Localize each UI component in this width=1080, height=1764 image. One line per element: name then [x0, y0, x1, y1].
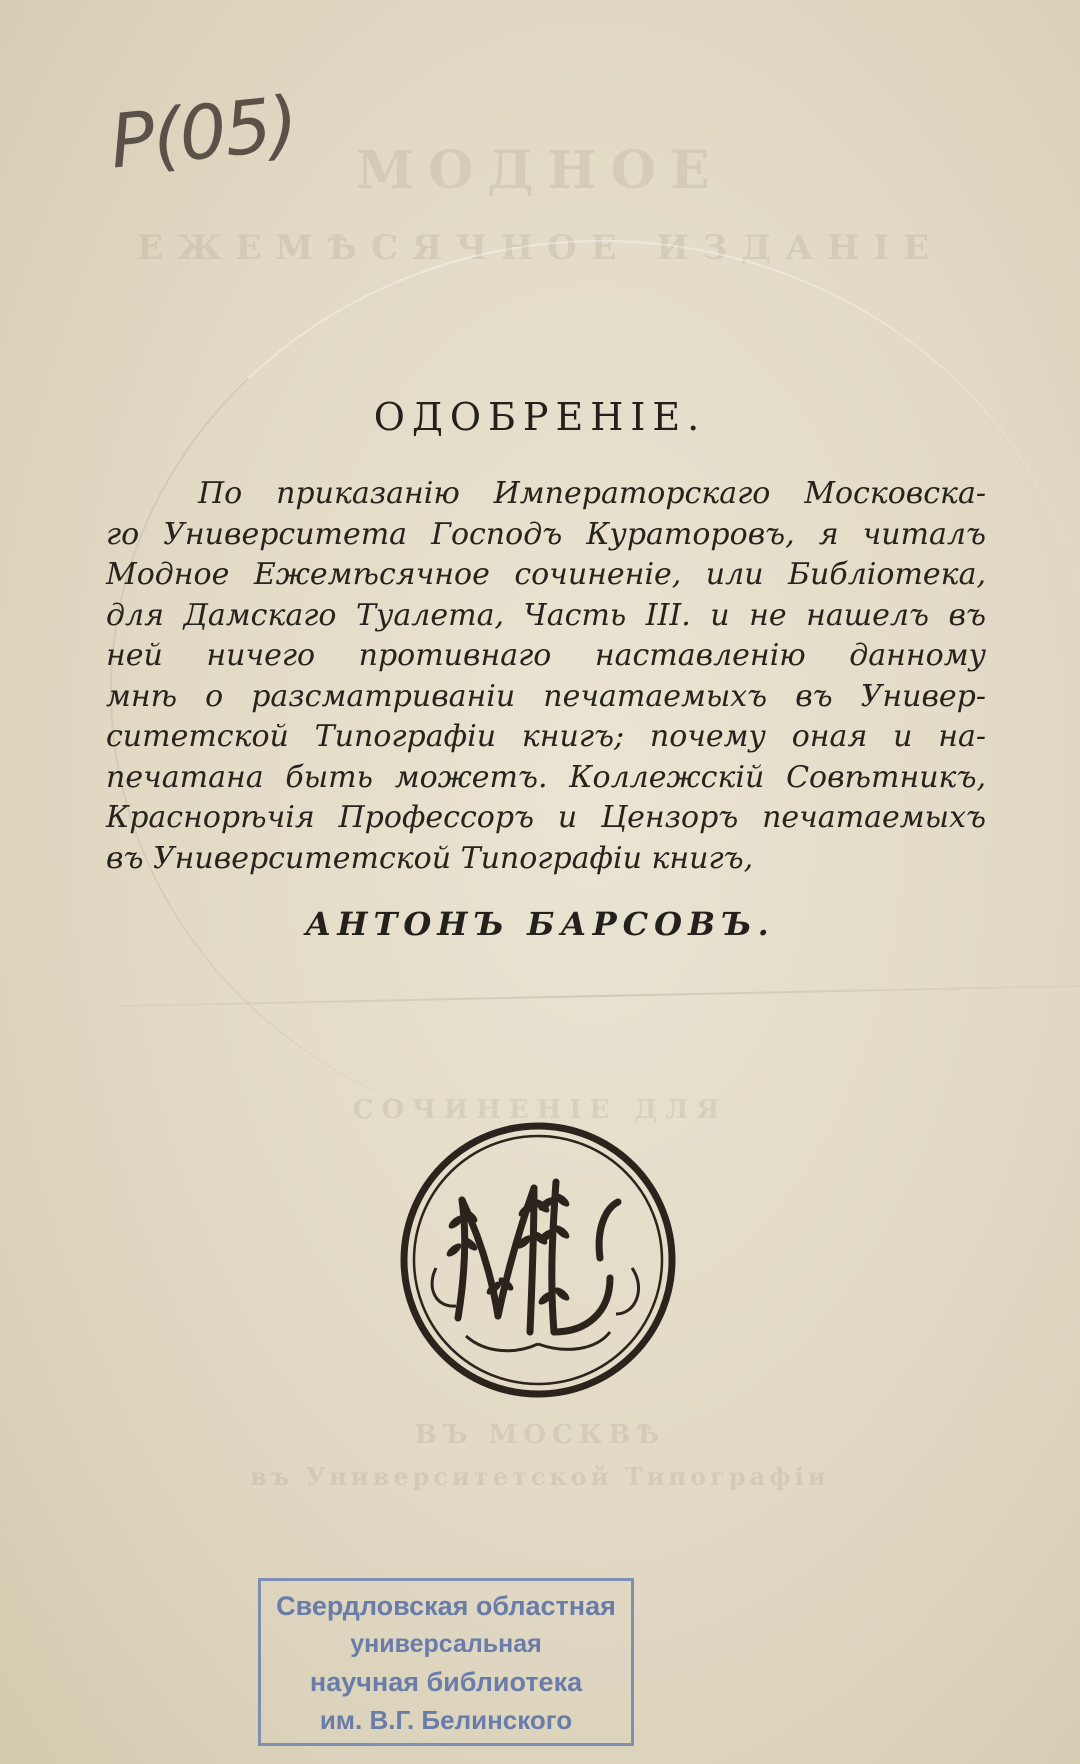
text-line: Модное Ежемѣсячное сочиненіе, или Библіотека, — [106, 557, 986, 592]
bleed-through-imprint: ВЪ МОСКВѢ — [414, 1420, 666, 1450]
stamp-line: Свердловская областная — [276, 1591, 616, 1621]
text-line: ней ничего противнаго наставленію данному — [106, 638, 986, 673]
text-line: По приказанію Императорскаго Московска- — [198, 476, 986, 511]
text-line: Краснорѣчія Профессоръ и Цензоръ печатаемыхъ — [106, 800, 986, 835]
bleed-through-title: МОДНОЕ — [356, 140, 724, 201]
stamp-line: универсальная — [350, 1630, 542, 1658]
text-line: ситетской Типографіи книгъ; почему оная и на- — [106, 719, 986, 754]
monogram-vignette-icon — [396, 1118, 680, 1402]
bleed-through-imprint-2: въ Университетской Типографіи — [250, 1462, 830, 1491]
page-heading: ОДОБРЕНІЕ. — [373, 395, 707, 439]
handwritten-shelfmark: P(05) — [106, 80, 301, 186]
stamp-line: научная библиотека — [309, 1667, 583, 1697]
approval-text — [106, 474, 986, 879]
bleed-through-subtitle: ЕЖЕМѢСЯЧНОЕ ИЗДАНІЕ — [136, 228, 944, 268]
text-line: для Дамскаго Туалета, Часть III. и не нашелъ въ — [106, 597, 986, 633]
library-stamp — [258, 1578, 634, 1746]
censor-signature: АНТОНЪ БАРСОВЪ. — [305, 905, 775, 943]
bleed-through-small: СОЧИНЕНІЕ ДЛЯ — [352, 1095, 728, 1125]
text-line: въ Университетской Типографіи книгъ, — [106, 840, 754, 876]
text-line: го Университета Господъ Кураторовъ, я читалъ — [106, 516, 986, 552]
text-line: печатана быть можетъ. Коллежскій Совѣтникъ, — [106, 759, 986, 795]
text-line: мнѣ о разсматриваніи печатаемыхъ въ Универ- — [106, 678, 986, 714]
stamp-line: им. В.Г. Белинского — [319, 1705, 573, 1735]
